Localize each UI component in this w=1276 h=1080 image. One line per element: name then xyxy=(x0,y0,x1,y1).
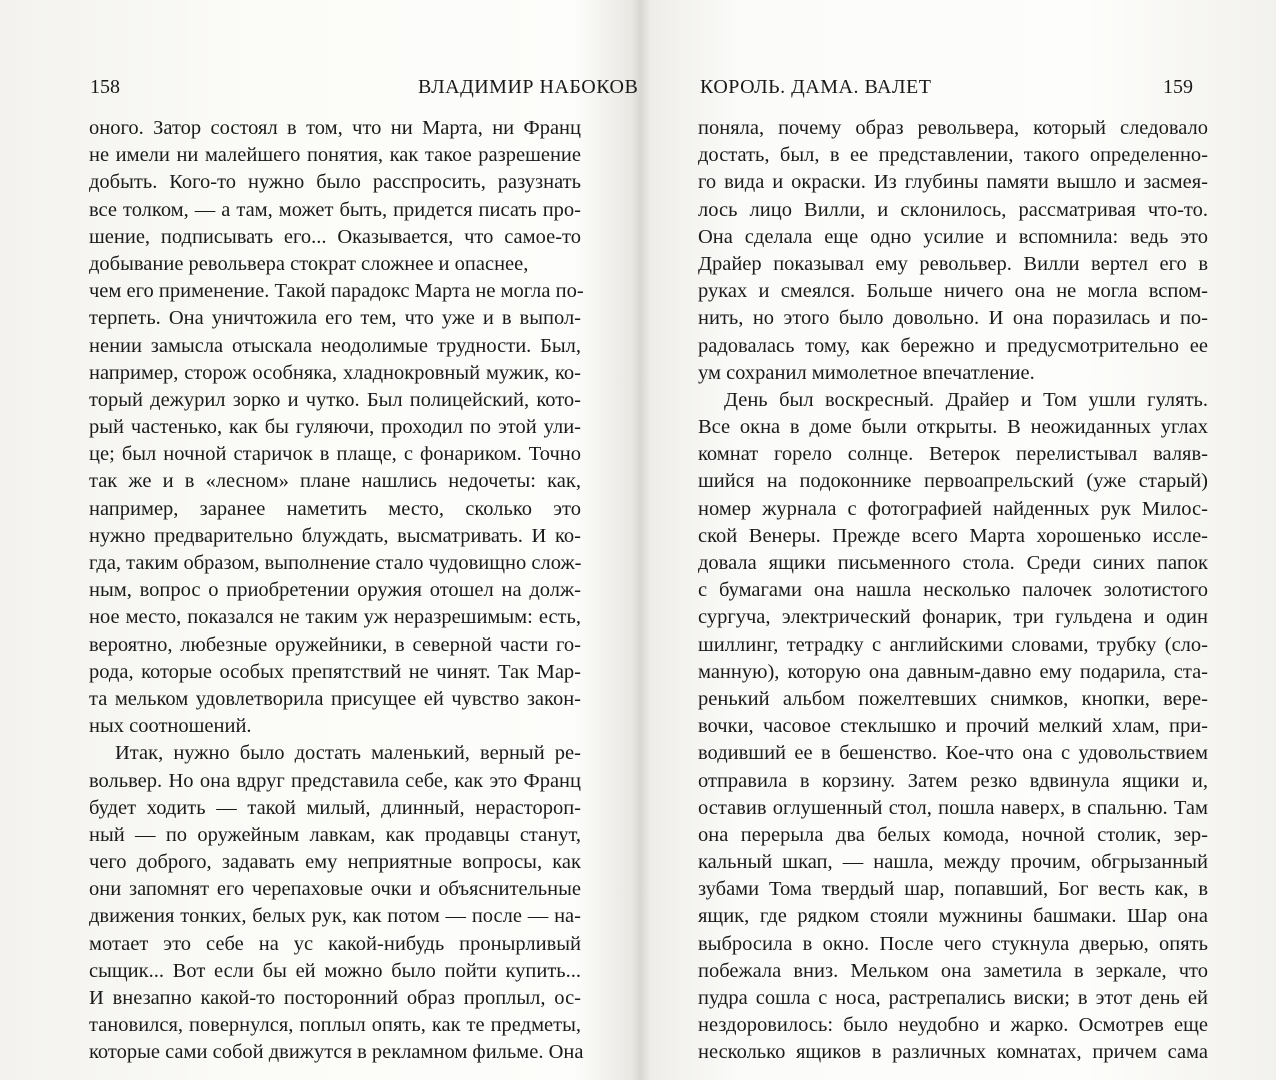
text-line: День был воскресный. Драйер и Том ушли гулять. xyxy=(724,388,1208,411)
text-line: отправила в корзину. Затем резко вдвинула ящики и, xyxy=(698,769,1208,792)
text-line: тановился, повернулся, поплыл опять, как те предметы, xyxy=(89,1014,581,1037)
text-line: радовалась тому, как бережно и предусмотрительно ее xyxy=(698,334,1208,357)
text-line: ных соотношений. xyxy=(89,715,252,738)
text-line: кальный шкап, — нашла, между прочим, обгрызанный xyxy=(698,851,1208,874)
text-line: так же и в «лесном» плане нашлись недочеты: как, xyxy=(89,470,581,493)
text-line: Она сделала еще одно усилие и вспомнила: ведь это xyxy=(698,225,1208,248)
text-line: поняла, почему образ револьвера, который следовало xyxy=(698,117,1208,139)
text-line: ное место, показался не таким уж неразрешимым: есть, xyxy=(89,606,581,629)
text-line: гда, таким образом, выполнение стало чудовищно слож- xyxy=(89,552,582,574)
text-line: оставив оглушенный стол, пошла наверх, в спальню. Там xyxy=(698,796,1208,819)
text-line: Все окна в доме были открыты. В неожиданных углах xyxy=(698,416,1208,439)
text-line: номер журнала с фотографией найденных рук Милос- xyxy=(698,497,1208,520)
text-line: сургуча, электрический фонарик, три гульдена и один xyxy=(698,606,1208,629)
text-line: выбросила в окно. После чего стукнула дверью, опять xyxy=(698,932,1208,955)
right-page xyxy=(640,0,1276,1080)
text-line: мотает это себе на ус какой-нибудь пронырливый xyxy=(89,932,581,955)
text-line: добывание револьвера стократ сложнее и опаснее, xyxy=(89,252,529,275)
text-line: вочки, часовое стеклышко и прочий мелкий хлам, при- xyxy=(698,715,1208,738)
text-line: нужно предварительно блуждать, высматривать. И ко- xyxy=(89,524,581,547)
page-body-text xyxy=(698,115,1208,1067)
text-line: сыщик... Вот если бы ей можно было пойти купить... xyxy=(89,959,581,982)
text-line: ренький альбом пожелтевших снимков, кнопки, вере- xyxy=(698,687,1208,710)
text-line: вольвер. Но она вдруг представила себе, как это Франц xyxy=(89,769,581,792)
text-line: движения тонких, белых рук, как потом — после — на- xyxy=(89,905,581,928)
running-head: ВЛАДИМИР НАБОКОВ xyxy=(418,76,639,98)
text-line: рода, которые особых препятствий не чинят. Так Мар- xyxy=(89,660,581,683)
page-number: 159 xyxy=(1163,76,1193,98)
text-line: зубами Тома твердый шар, попавший, Бог весть как, в xyxy=(698,878,1208,901)
text-line: Драйер показывал ему револьвер. Вилли вертел его в xyxy=(698,252,1208,275)
text-line: шение, подписывать его... Оказывается, что самое-то xyxy=(89,225,581,248)
text-line: с бумагами она нашла несколько палочек золотистого xyxy=(698,579,1208,602)
text-line: манную), которую она давным-давно ему подарила, ста- xyxy=(698,660,1208,683)
running-head: КОРОЛЬ. ДАМА. ВАЛЕТ xyxy=(700,76,932,98)
text-line: ской Венеры. Прежде всего Марта хорошенько иссле- xyxy=(698,524,1208,547)
text-line: го вида и окраски. Из глубины памяти вышло и засмея- xyxy=(698,171,1208,194)
text-line: шийся на подоконнике первоапрельский (уже старый) xyxy=(698,470,1208,493)
text-line: ум сохранил мимолетное впечатление. xyxy=(698,361,1035,384)
text-line: вероятно, любезные оружейники, в северной части го- xyxy=(89,633,581,656)
text-line: например, сторож особняка, хладнокровный мужик, ко- xyxy=(89,361,581,384)
text-line: комнат горело солнце. Ветерок перелистывал валяв- xyxy=(698,443,1208,466)
text-line: водивший ее в бешенство. Кое-что она с удовольствием xyxy=(698,742,1208,765)
page-body-text xyxy=(89,115,584,1067)
text-line: рый частенько, как бы гуляючи, проходил по этой ули- xyxy=(89,416,581,439)
text-line: например, заранее наметить место, сколько это xyxy=(89,497,581,520)
text-line: руках и смеялся. Больше ничего она не могла вспом- xyxy=(698,280,1208,303)
text-line: все толком, — а там, может быть, придется писать про- xyxy=(89,198,581,221)
text-line: побежала вниз. Мельком она заметила в зеркале, что xyxy=(698,959,1208,982)
text-line: пудра сошла с носа, растрепались виски; в этот день ей xyxy=(698,987,1208,1009)
text-line: чего доброго, задавать ему неприятные вопросы, как xyxy=(89,851,581,874)
text-line: Итак, нужно было достать маленький, верный ре- xyxy=(115,742,581,765)
text-line: терпеть. Она уничтожила его тем, что уже и в выпол- xyxy=(89,307,581,330)
text-line: шиллинг, тетрадку с английскими словами, трубку (сло- xyxy=(698,633,1208,656)
text-line: которые сами собой движутся в рекламном фильме. Она xyxy=(89,1041,584,1064)
text-line: це; был ночной старичок в плаще, с фонариком. Точно xyxy=(89,443,581,466)
text-line: несколько ящиков в различных комнатах, причем сама xyxy=(698,1041,1208,1064)
text-line: И внезапно какой-то посторонний образ проплыл, ос- xyxy=(89,987,581,1009)
page-number: 158 xyxy=(90,76,120,98)
text-line: лось лицо Вилли, и склонилось, рассматривая что-то. xyxy=(698,198,1208,221)
text-line: ящик, где рядком стояли мужнины башмаки. Шар она xyxy=(698,905,1208,928)
text-line: они запомнят его черепаховые очки и объяснительные xyxy=(89,878,581,901)
text-line: она перерыла два белых комода, ночной столик, зер- xyxy=(698,823,1208,846)
text-line: нении замысла отыскала неодолимые трудности. Был, xyxy=(89,334,581,357)
text-line: ным, вопрос о приобретении оружия отошел на долж- xyxy=(89,579,581,602)
text-line: достать, был, в ее представлении, такого определенно- xyxy=(698,144,1208,167)
text-line: чем его применение. Такой парадокс Марта не могла по- xyxy=(89,280,584,303)
text-line: добыть. Кого-то нужно было расспросить, разузнать xyxy=(89,171,581,194)
text-line: ный — по оружейным лавкам, как продавцы станут, xyxy=(89,823,581,846)
text-line: не имели ни малейшего понятия, как такое разрешение xyxy=(89,144,581,167)
text-line: оного. Затор состоял в том, что ни Марта, ни Франц xyxy=(89,117,581,139)
text-line: та мельком удовлетворила присущее ей чувство закон- xyxy=(89,687,581,710)
text-line: нить, но этого было довольно. И она поразилась и по- xyxy=(698,307,1208,330)
text-line: довала ящики письменного стола. Среди синих папок xyxy=(698,552,1208,574)
text-line: торый дежурил зорко и чутко. Был полицейский, кото- xyxy=(89,388,581,411)
text-line: будет ходить — такой милый, длинный, нерастороп- xyxy=(89,796,581,819)
text-line: нездоровилось: было неудобно и жарко. Осмотрев еще xyxy=(698,1014,1208,1037)
